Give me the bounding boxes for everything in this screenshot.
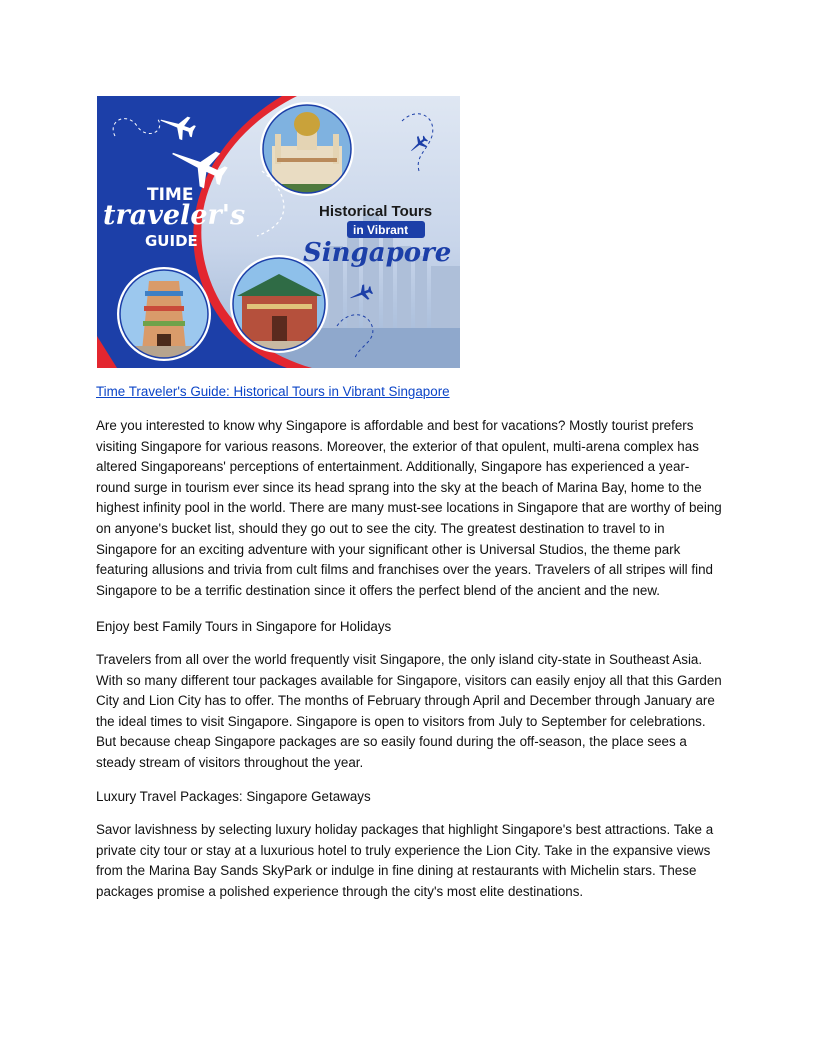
article-title-link[interactable]: Time Traveler's Guide: Historical Tours in Vibrant Singapore <box>96 384 450 399</box>
brand-line-2: traveler's <box>103 200 246 231</box>
banner-image <box>97 96 460 368</box>
banner-ribbon: in Vibrant <box>353 223 409 237</box>
banner-headline: Historical Tours <box>319 203 433 220</box>
paragraph-family-tours: Travelers from all over the world frequently visit Singapore, the only island city-state in Southeast Asia. With so many different tour packages available for Singapore, visitors can easily enjoy all that this Garden City and Lion City has to offer. The months of February through April and December through January are the ideal times to visit Singapore. Singapore is open to visitors from July to September for celebrations. But because cheap Singapore packages are so easily found during the off-season, the place sees a steady stream of visitors throughout the year. <box>96 652 722 770</box>
paragraph-luxury-packages: Savor lavishness by selecting luxury holiday packages that highlight Singapore's best attractions. Take a private city tour or stay at a luxurious hotel to truly experience the Lion City. Take in the expansive views from the Marina Bay Sands SkyPark or indulge in fine dining at restaurants with Michelin stars. These packages promise a polished experience through the city's most elite destinations. <box>96 822 714 899</box>
banner-script-city: Singapore <box>303 238 452 268</box>
brand-line-1: TIME <box>147 185 194 205</box>
paragraph-intro: Are you interested to know why Singapore is affordable and best for vacations? Mostly tourist prefers visiting Singapore for various reasons. Moreover, the exterior of that opulent, multi-arena complex has altered Singaporeans' perceptions of entertainment. Additionally, Singapore has experienced a year-round surge in tourism ever since its head sprang into the sky at the beach of Marina Bay, home to the highest infinity pool in the world. There are many must-see locations in Singapore that are worthy of being on anyone's bucket list, should they go out to see the city. The greatest destination to travel to in Singapore for an exciting adventure with your significant other is Universal Studios, the theme park featuring allusions and trivia from cult films and franchises over the years. Travelers of all stripes will find Singapore to be a terrific destination since it offers the perfect blend of the ancient and the new. <box>96 418 722 598</box>
brand-line-3: GUIDE <box>145 232 198 250</box>
heading-family-tours: Enjoy best Family Tours in Singapore for Holidays <box>96 619 392 634</box>
heading-luxury-packages: Luxury Travel Packages: Singapore Getaways <box>96 789 371 804</box>
